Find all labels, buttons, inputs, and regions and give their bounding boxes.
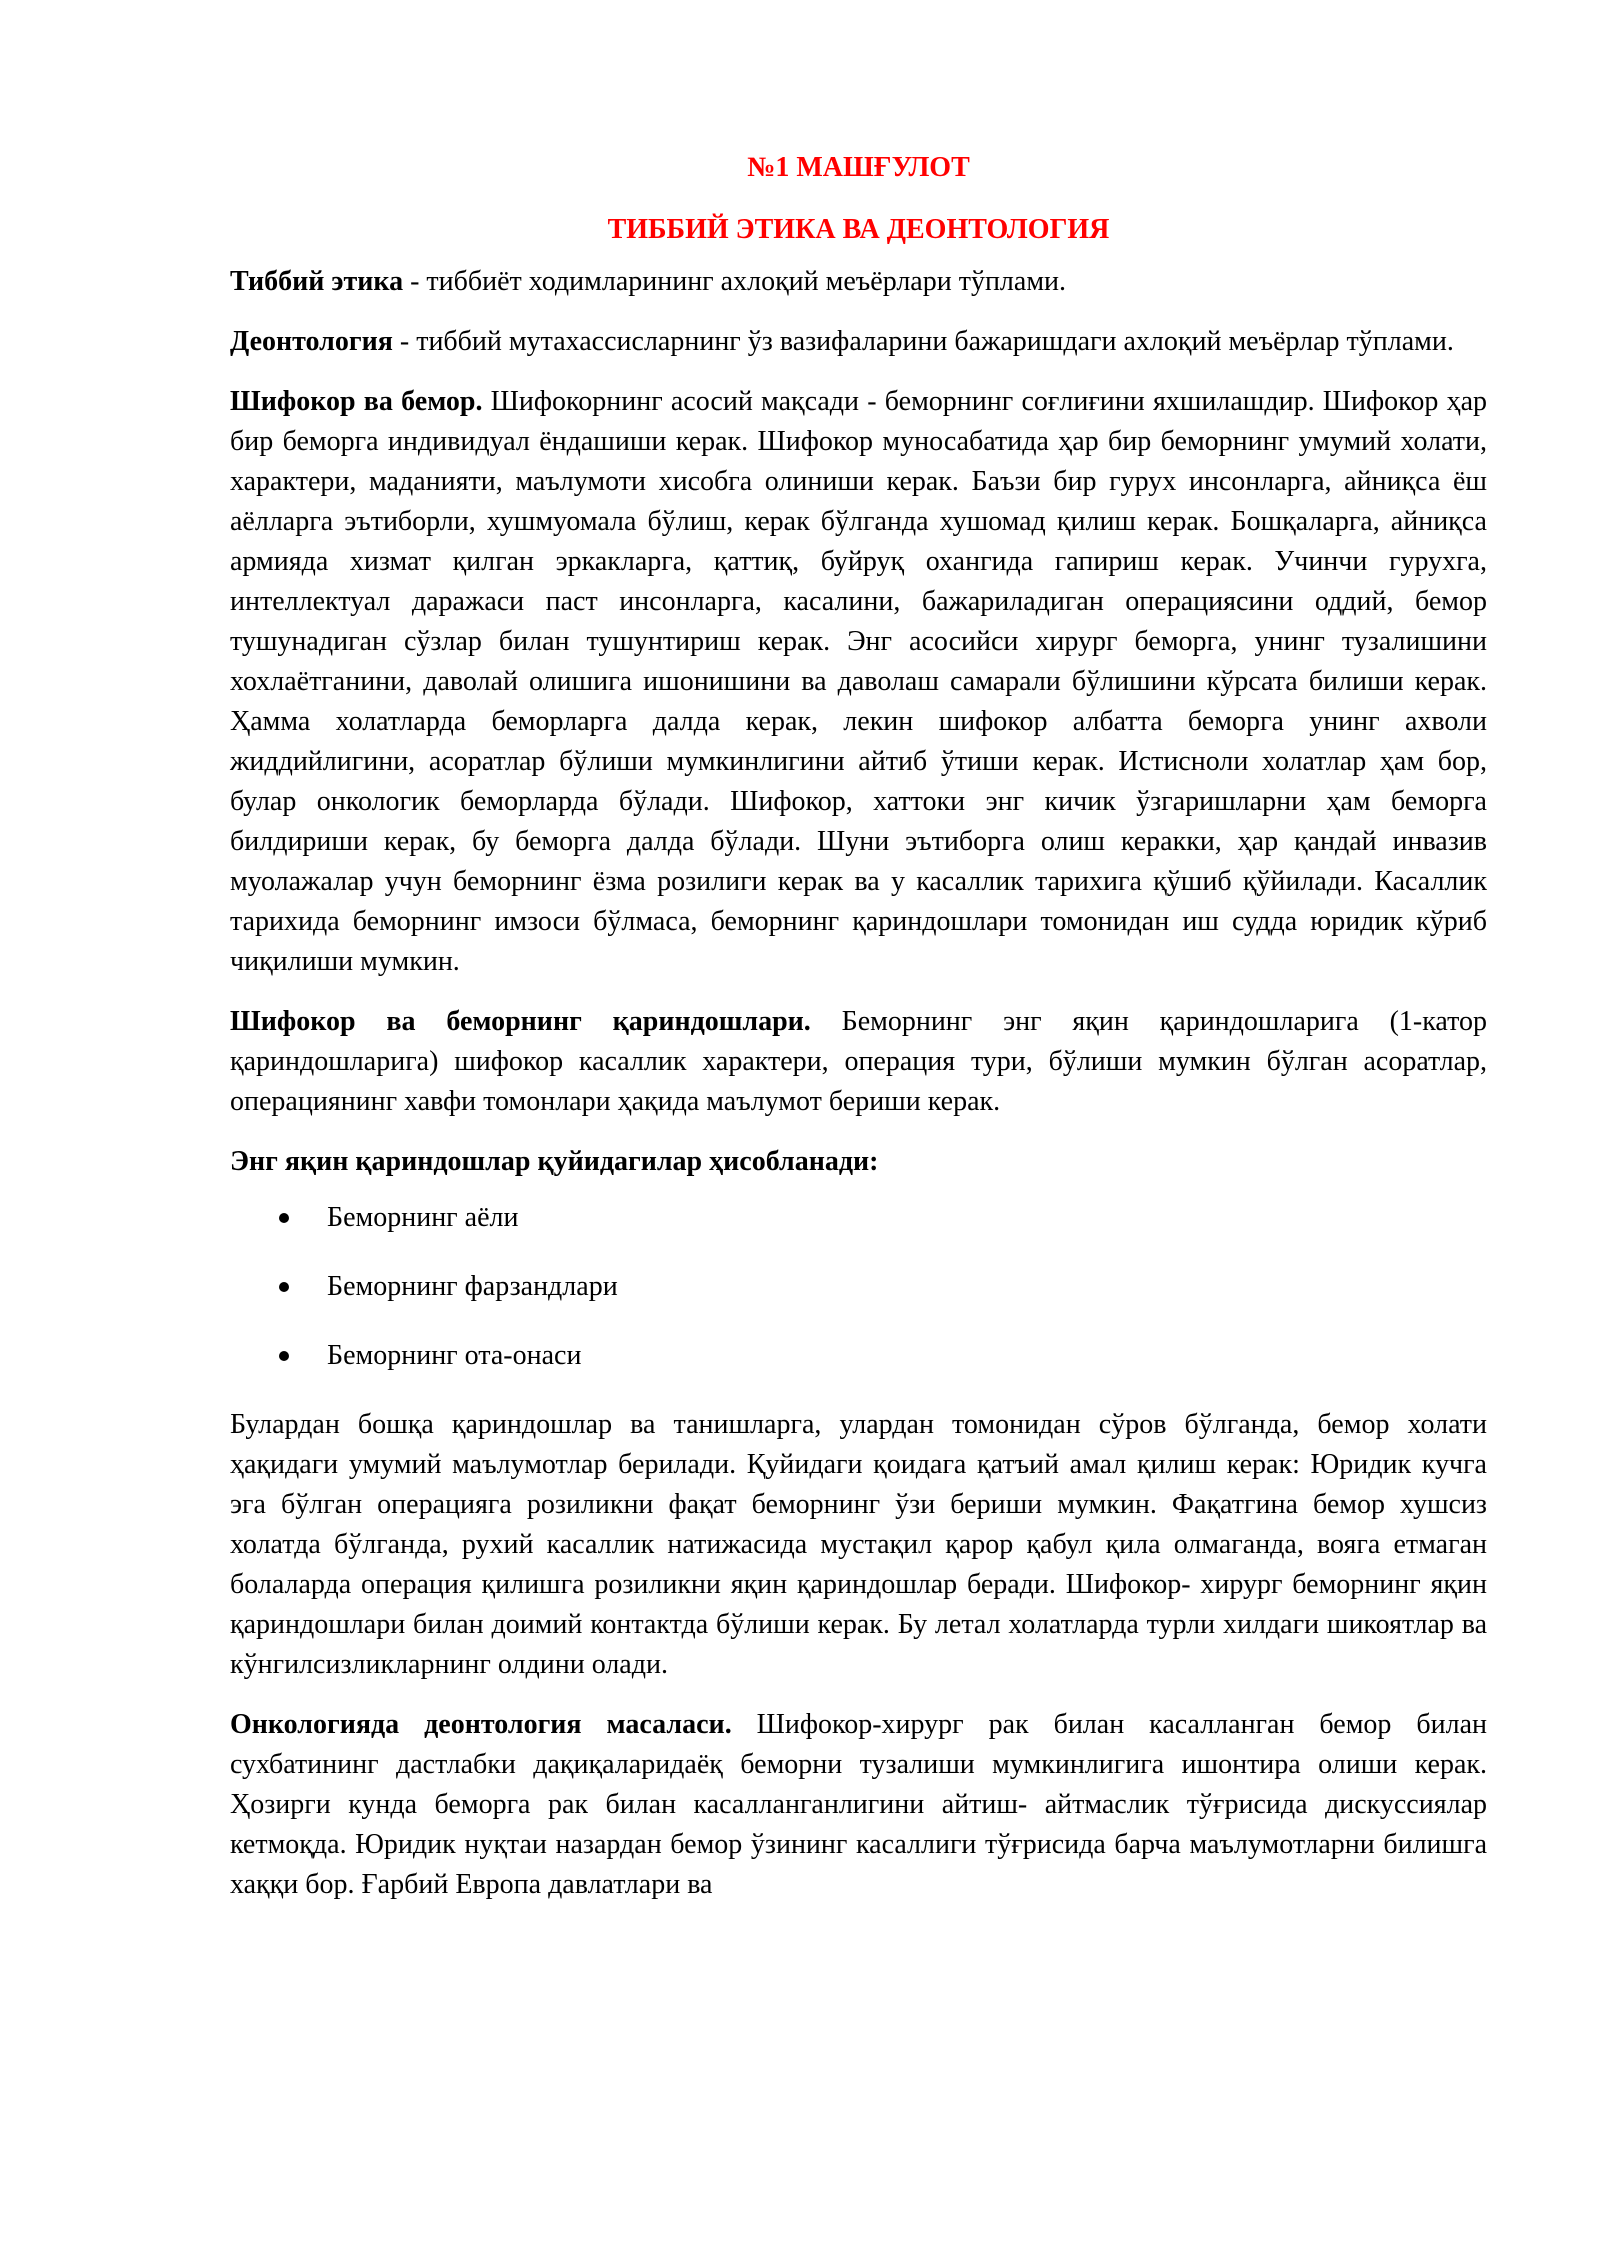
paragraph-other-relatives: Булардан бошқа қариндошлар ва танишларга, улардан томонидан сўров бўлганда, бемор холати ҳақидаги умумий маълумотлар берилади. Қуйидаги қоидага қатъий амал қилиш керак: Юридик кучга эга бўлган операцияга розиликни фақат беморнинг ўзи бериши мумкин. Фақатгина бемор хушсиз холатда бўлганда, рухий касаллик натижасида мустақил қарор қабул қила олмаганда, вояга етмаган болаларда операция қилишга розиликни яқин қариндошлар беради. Шифокор- хирург беморнинг яқин қариндошлари билан доимий контактда бўлиши керак. Бу летал холатларда турли хилдаги шикоятлар ва кўнгилсизликларнинг олдини олади.: [230, 1409, 1487, 1680]
term-deontology: Деонтология: [230, 326, 393, 357]
list-item: [230, 1336, 1487, 1376]
paragraph-doctor-patient: [230, 382, 1487, 982]
bullet-icon: [279, 1213, 289, 1223]
list-item-text: Беморнинг фарзандлари: [327, 1271, 618, 1302]
list-item-text: Беморнинг аёли: [327, 1202, 519, 1233]
term-oncology-deontology: Онкологияда деонтология масаласи.: [230, 1709, 732, 1740]
paragraph-deontology: [230, 322, 1487, 362]
relatives-list: [230, 1198, 1487, 1376]
bullet-icon: [279, 1351, 289, 1361]
document-title: ТИББИЙ ЭТИКА ВА ДЕОНТОЛОГИЯ: [607, 214, 1110, 245]
document-page: [230, 148, 1487, 1925]
paragraph-medical-ethics: [230, 262, 1487, 302]
list-heading: Энг яқин қариндошлар қуйидагилар ҳисобланади:: [230, 1146, 879, 1177]
text-oncology-deontology: Шифокор-хирург рак билан касалланган бемор билан сухбатининг дастлабки дақиқаларидаёқ беморни тузалиши мумкинлигига ишонтира олиши керак. Ҳозирги кунда беморга рак билан касалланганлигини айтиш- айтмаслик тўғрисида дискуссиялар кетмоқда. Юридик нуқтаи назардан бемор ўзининг касаллиги тўғрисида барча маълумотларни билишга хаққи бор. Ғарбий Европа давлатлари ва: [230, 1709, 1487, 1900]
definition-medical-ethics: - тиббиёт ходимларининг ахлоқий меъёрлари тўплами.: [403, 266, 1067, 297]
term-doctor-patient: Шифокор ва бемор.: [230, 386, 483, 417]
term-medical-ethics: Тиббий этика: [230, 266, 404, 297]
document-title-number: №1 МАШҒУЛОТ: [747, 152, 970, 183]
definition-deontology: - тиббий мутахассисларнинг ўз вазифаларини бажаришдаги ахлоқий меъёрлар тўплами.: [392, 326, 1454, 357]
paragraph-oncology-deontology: [230, 1705, 1487, 1905]
paragraph-doctor-relatives: [230, 1002, 1487, 1122]
list-item-text: Беморнинг ота-онаси: [327, 1340, 582, 1371]
term-doctor-relatives: Шифокор ва беморнинг қариндошлари.: [230, 1006, 811, 1037]
text-doctor-patient: Шифокорнинг асосий мақсади - беморнинг соғлиғини яхшилашдир. Шифокор ҳар бир беморга индивидуал ёндашиши керак. Шифокор муносабатида ҳар бир беморнинг умумий холати, характери, маданияти, маълумоти хисобга олиниши керак. Баъзи бир гурух инсонларга, айниқса ёш аёлларга эътиборли, хушмуомала бўлиш, керак бўлганда хушомад қилиш керак. Бошқаларга, айниқса армияда хизмат қилган эркакларга, қаттиқ, буйруқ охангида гапириш керак. Учинчи гурухга, интеллектуал даражаси паст инсонларга, касалини, бажариладиган операциясини оддий, бемор тушунадиган сўзлар билан тушунтириш керак. Энг асосийси хирург беморга, унинг тузалишини хохлаётганини, даволай олишига ишонишини ва даволаш самарали бўлишини кўрсата билиши керак. Ҳамма холатларда беморларга далда керак, лекин шифокор албатта беморга унинг ахволи жиддийлигини, асоратлар бўлиши мумкинлигини айтиб ўтиши керак. Истисноли холатлар ҳам бор, булар онкологик беморларда бўлади. Шифокор, хаттоки энг кичик ўзгаришларни ҳам беморга билдириши керак, бу беморга далда бўлади. Шуни эътиборга олиш керакки, ҳар қандай инвазив муолажалар учун беморнинг ёзма розилиги керак ва у касаллик тарихига қўшиб қўйилади. Касаллик тарихида беморнинг имзоси бўлмаса, беморнинг қариндошлари томонидан иш судда юридик кўриб чиқилиши мумкин.: [230, 386, 1487, 977]
bullet-icon: [279, 1282, 289, 1292]
text-doctor-relatives: Беморнинг энг яқин қариндошларига (1-катор қариндошларига) шифокор касаллик характери, операция тури, бўлиши мумкин бўлган асоратлар, операциянинг хавфи томонлари ҳақида маълумот бериши керак.: [230, 1006, 1487, 1117]
list-item: [230, 1267, 1487, 1307]
list-item: [230, 1198, 1487, 1238]
